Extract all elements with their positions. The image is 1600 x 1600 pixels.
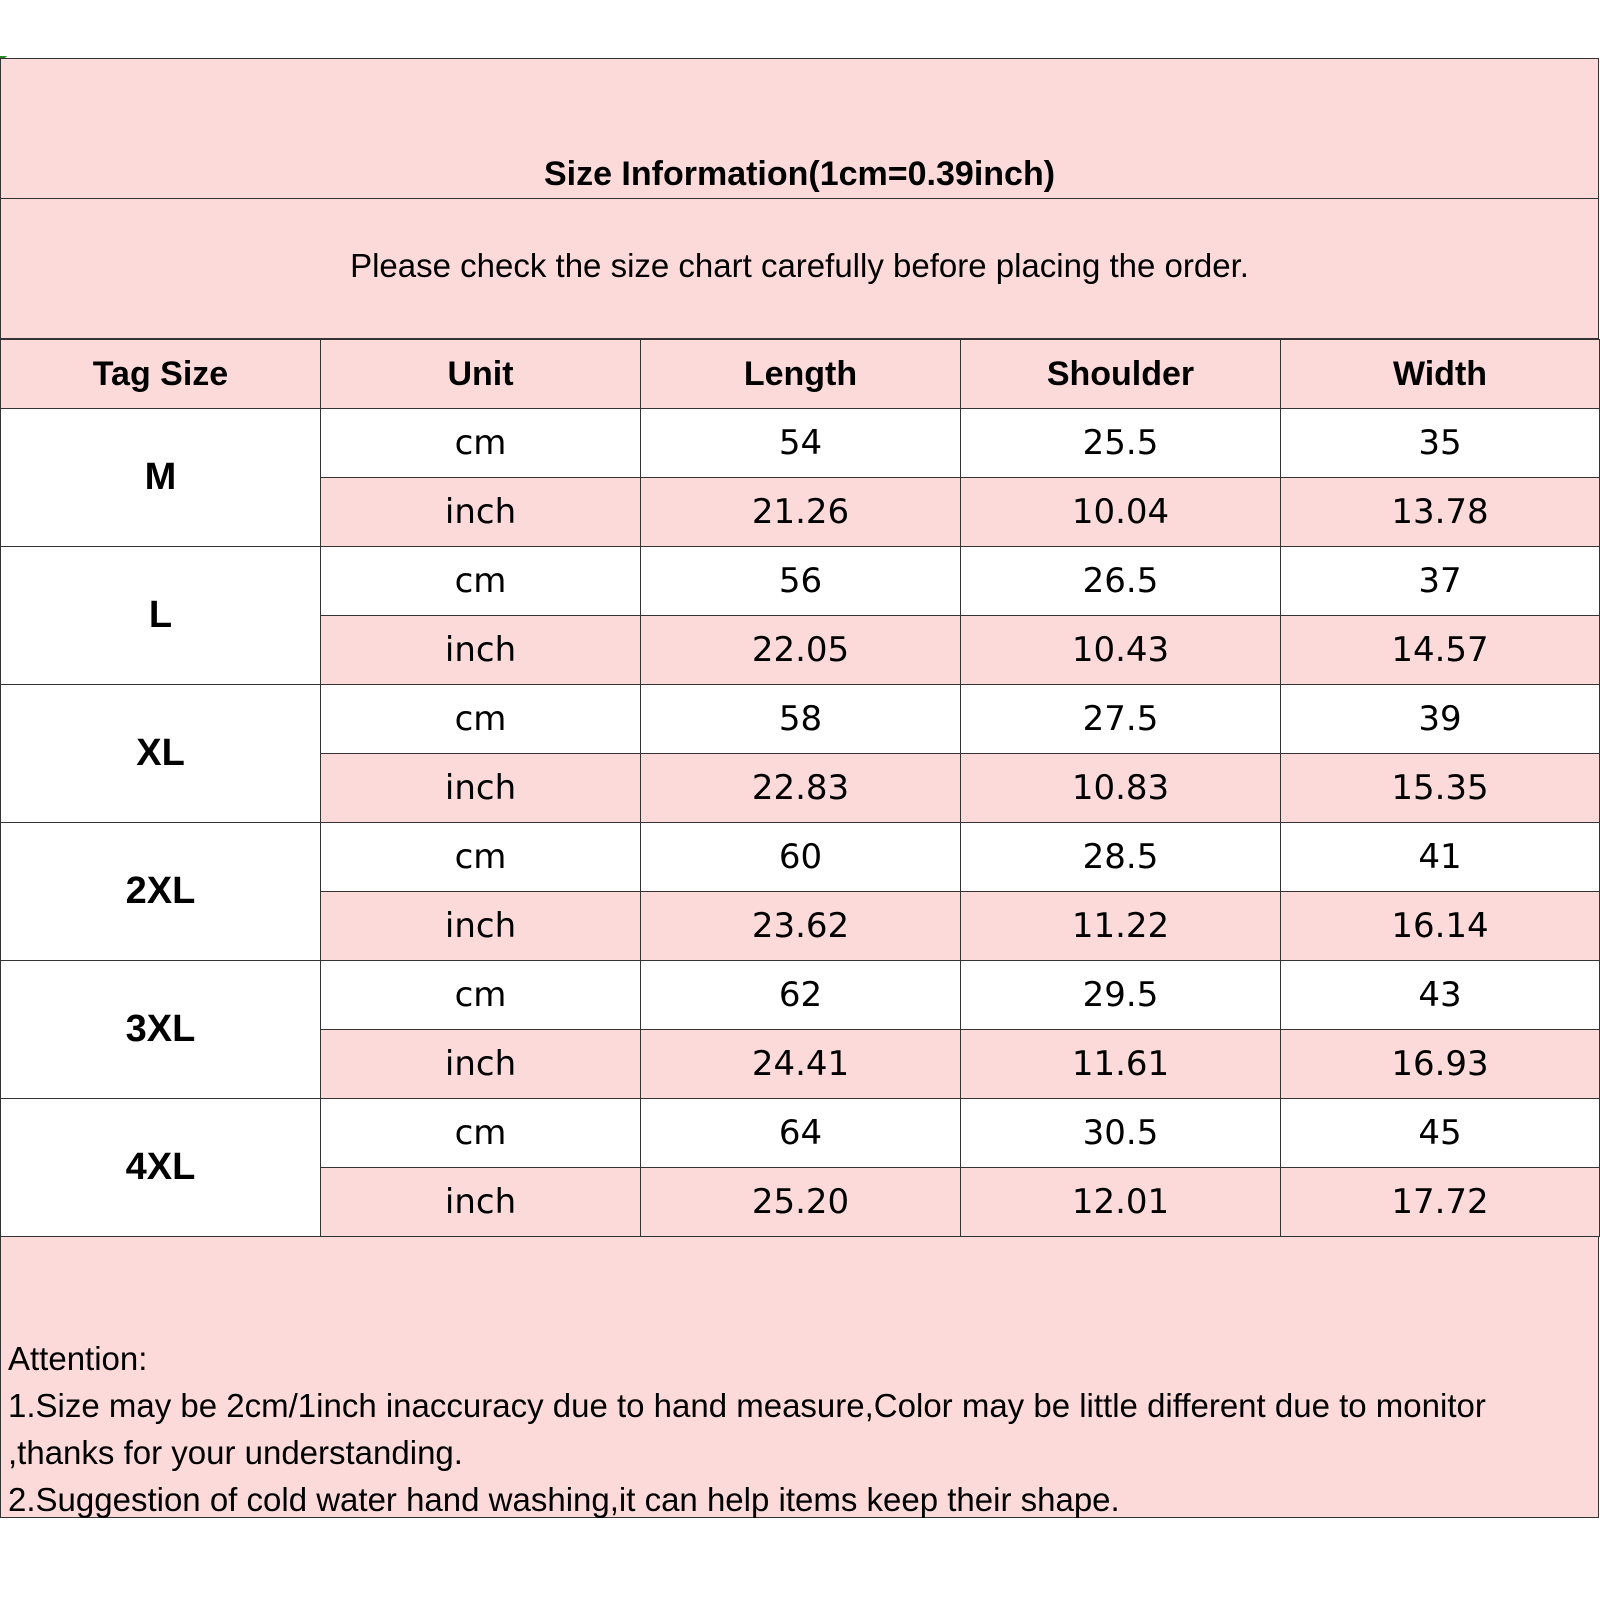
table-header-row — [1, 340, 1600, 409]
header-length: Length — [641, 340, 961, 409]
length-cell: 24.41 — [641, 1030, 961, 1099]
unit-cell: cm — [321, 961, 641, 1030]
size-chart-note: Please check the size chart carefully before placing the order. — [350, 247, 1249, 284]
width-cell: 37 — [1281, 547, 1600, 616]
width-cell: 14.57 — [1281, 616, 1600, 685]
tag-size-cell: 4XL — [1, 1099, 321, 1237]
tag-size-cell: XL — [1, 685, 321, 823]
length-cell: 56 — [641, 547, 961, 616]
table-row — [1, 409, 1600, 478]
title-band — [0, 58, 1599, 199]
width-cell: 17.72 — [1281, 1168, 1600, 1237]
length-cell: 22.83 — [641, 754, 961, 823]
header-tag-size: Tag Size — [1, 340, 321, 409]
length-cell: 22.05 — [641, 616, 961, 685]
table-row — [1, 1099, 1600, 1168]
length-cell: 21.26 — [641, 478, 961, 547]
attention-line-1: 1.Size may be 2cm/1inch inaccuracy due to hand measure,Color may be little different due to monitor ,thanks for your understanding. — [8, 1387, 1486, 1471]
unit-cell: cm — [321, 547, 641, 616]
attention-heading: Attention: — [8, 1340, 148, 1377]
header-unit: Unit — [321, 340, 641, 409]
width-cell: 15.35 — [1281, 754, 1600, 823]
width-cell: 16.93 — [1281, 1030, 1600, 1099]
header-shoulder: Shoulder — [961, 340, 1281, 409]
unit-cell: inch — [321, 1168, 641, 1237]
shoulder-cell: 28.5 — [961, 823, 1281, 892]
unit-cell: inch — [321, 754, 641, 823]
table-row — [1, 685, 1600, 754]
shoulder-cell: 12.01 — [961, 1168, 1281, 1237]
unit-cell: inch — [321, 616, 641, 685]
unit-cell: inch — [321, 1030, 641, 1099]
width-cell: 43 — [1281, 961, 1600, 1030]
note-band — [0, 199, 1599, 339]
length-cell: 23.62 — [641, 892, 961, 961]
unit-cell: cm — [321, 409, 641, 478]
tag-size-cell: M — [1, 409, 321, 547]
unit-cell: cm — [321, 685, 641, 754]
unit-cell: cm — [321, 1099, 641, 1168]
unit-cell: inch — [321, 892, 641, 961]
length-cell: 54 — [641, 409, 961, 478]
shoulder-cell: 10.83 — [961, 754, 1281, 823]
width-cell: 16.14 — [1281, 892, 1600, 961]
width-cell: 13.78 — [1281, 478, 1600, 547]
table-row — [1, 961, 1600, 1030]
unit-cell: inch — [321, 478, 641, 547]
shoulder-cell: 25.5 — [961, 409, 1281, 478]
length-cell: 62 — [641, 961, 961, 1030]
table-row — [1, 823, 1600, 892]
header-width: Width — [1281, 340, 1600, 409]
tag-size-cell: 3XL — [1, 961, 321, 1099]
shoulder-cell: 27.5 — [961, 685, 1281, 754]
shoulder-cell: 10.43 — [961, 616, 1281, 685]
size-chart-title: Size Information(1cm=0.39inch) — [543, 155, 1056, 193]
width-cell: 39 — [1281, 685, 1600, 754]
table-row — [1, 547, 1600, 616]
width-cell: 45 — [1281, 1099, 1600, 1168]
length-cell: 64 — [641, 1099, 961, 1168]
shoulder-cell: 30.5 — [961, 1099, 1281, 1168]
attention-text — [8, 1335, 1558, 1523]
shoulder-cell: 29.5 — [961, 961, 1281, 1030]
tag-size-cell: L — [1, 547, 321, 685]
length-cell: 25.20 — [641, 1168, 961, 1237]
length-cell: 60 — [641, 823, 961, 892]
shoulder-cell: 11.22 — [961, 892, 1281, 961]
size-table — [0, 339, 1600, 1237]
width-cell: 41 — [1281, 823, 1600, 892]
attention-band — [0, 1237, 1599, 1518]
size-chart — [0, 58, 1599, 1518]
unit-cell: cm — [321, 823, 641, 892]
width-cell: 35 — [1281, 409, 1600, 478]
length-cell: 58 — [641, 685, 961, 754]
shoulder-cell: 11.61 — [961, 1030, 1281, 1099]
attention-line-2: 2.Suggestion of cold water hand washing,it can help items keep their shape. — [8, 1481, 1120, 1518]
shoulder-cell: 10.04 — [961, 478, 1281, 547]
shoulder-cell: 26.5 — [961, 547, 1281, 616]
tag-size-cell: 2XL — [1, 823, 321, 961]
